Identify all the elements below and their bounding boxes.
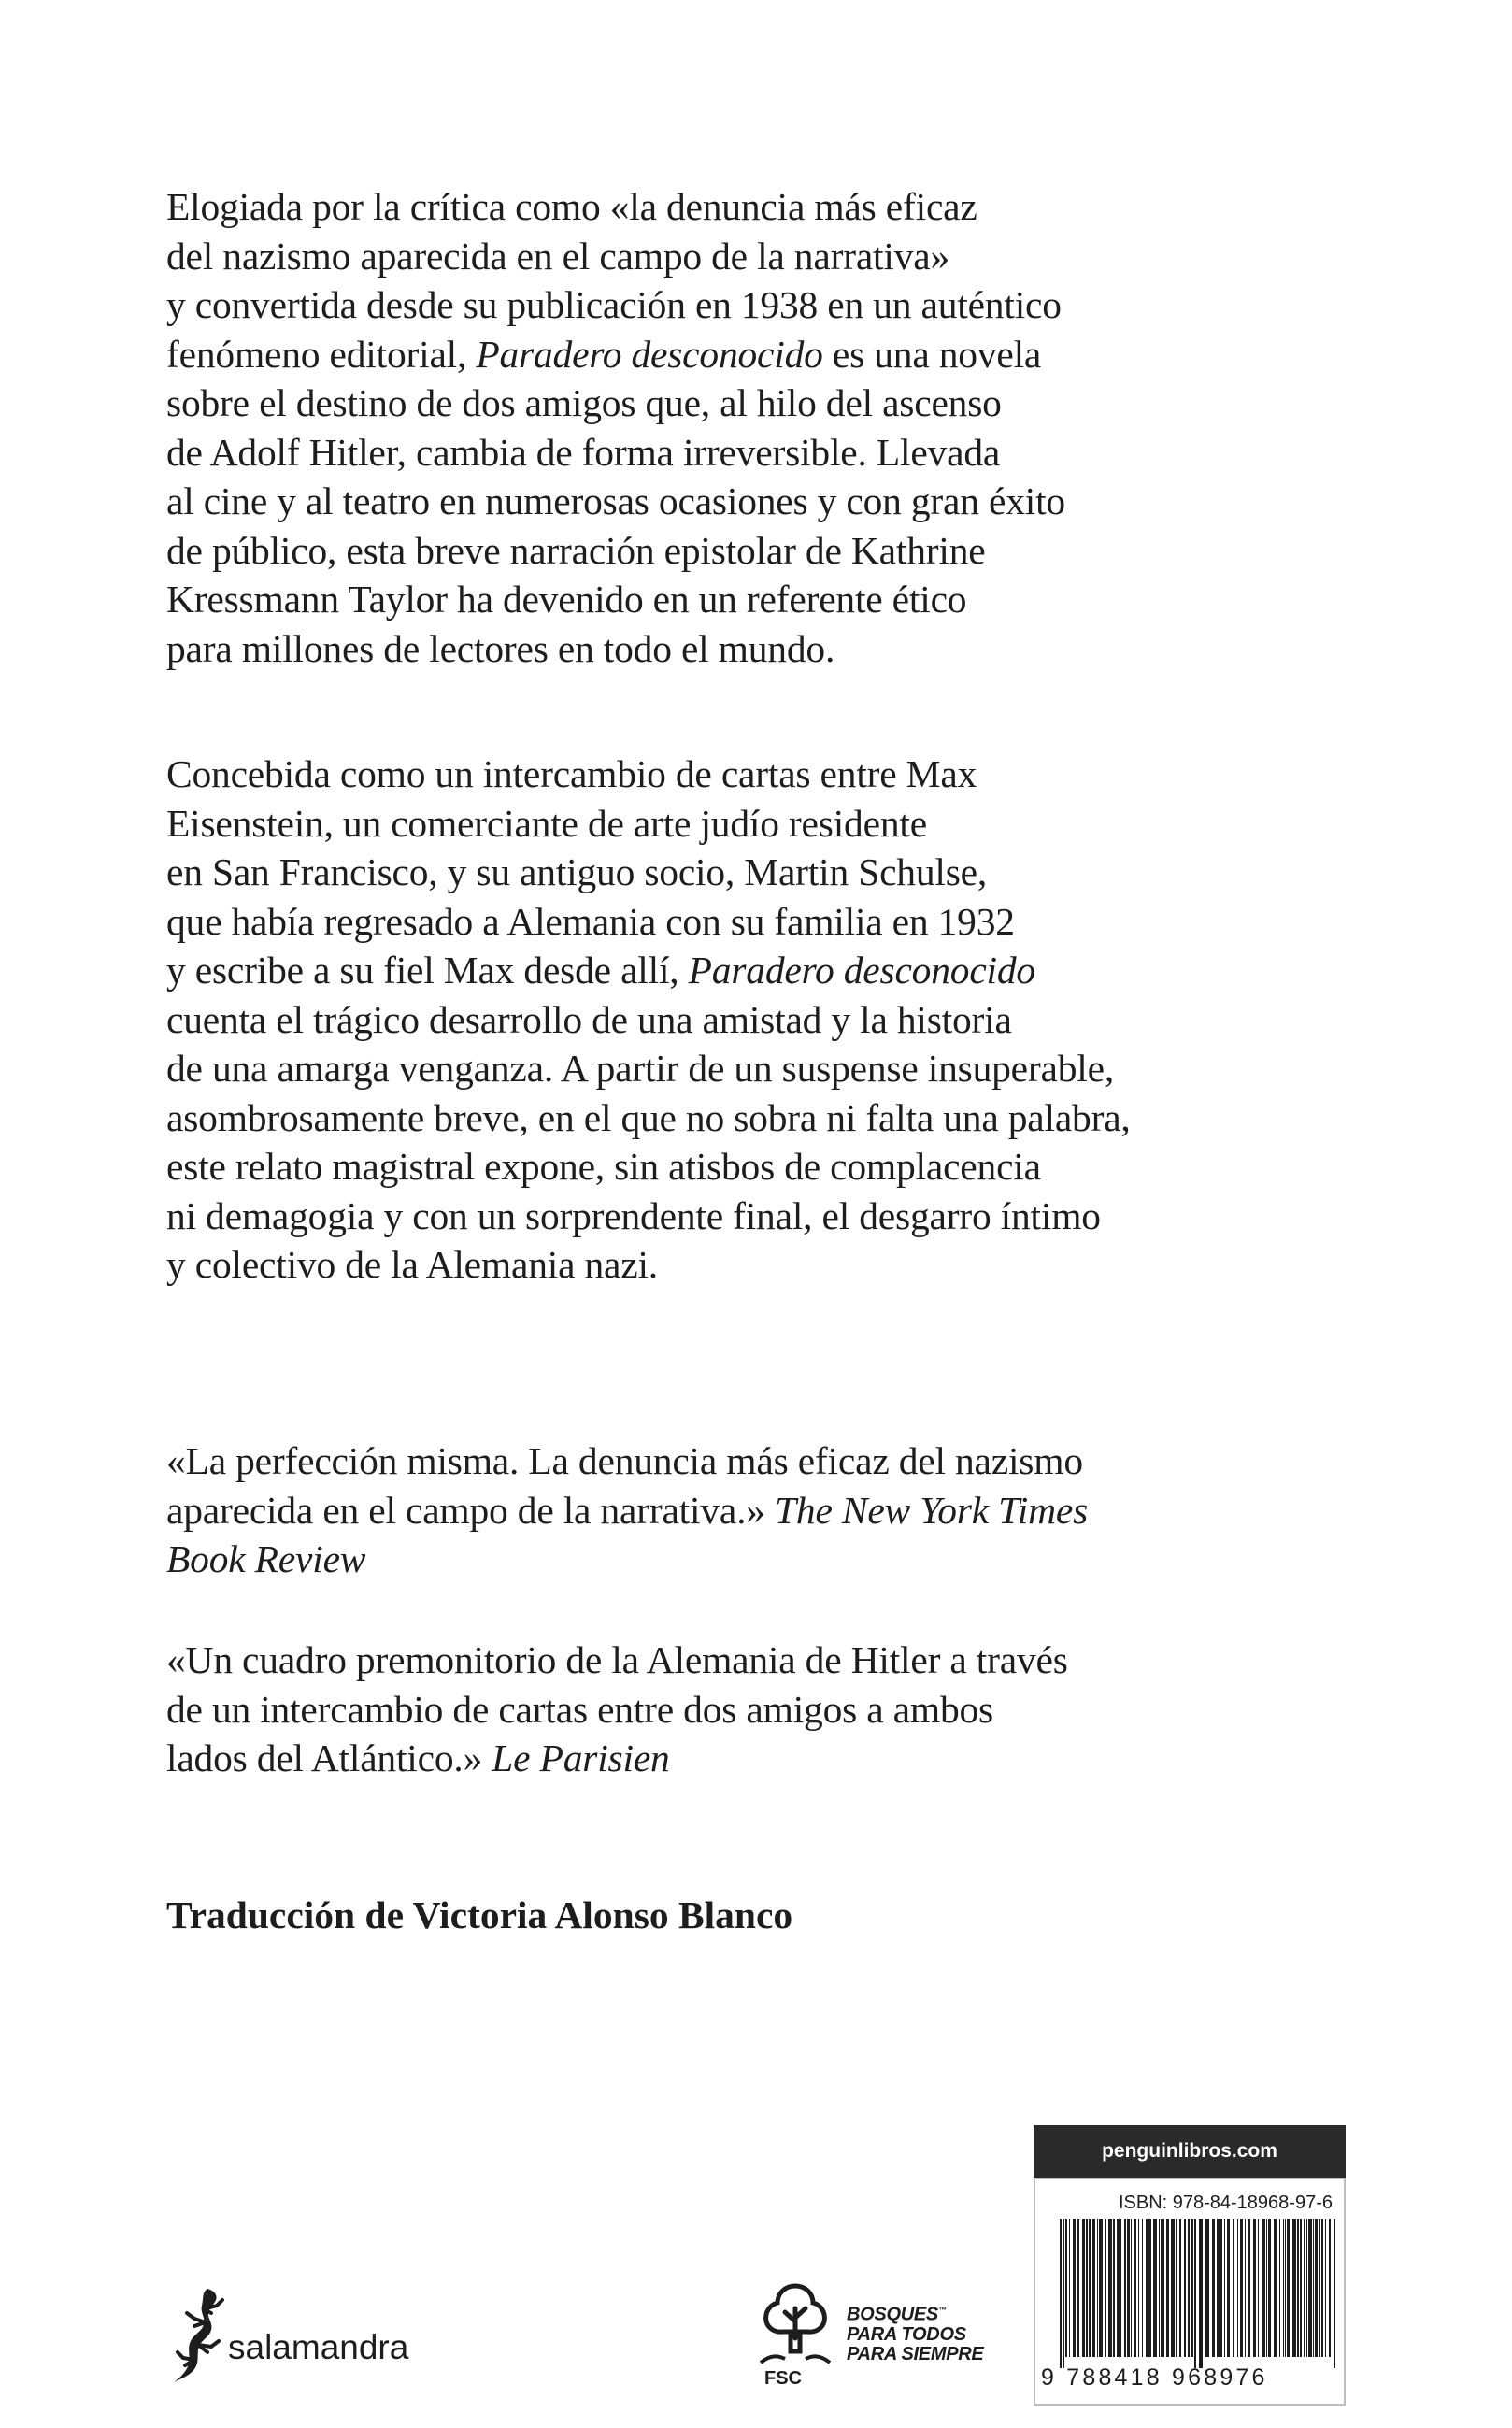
barcode-digits: 9 788418 968976 xyxy=(1041,2364,1268,2391)
website-label: penguinlibros.com xyxy=(1034,2125,1346,2178)
text-line: al cine y al teatro en numerosas ocasiones y con gran éxito xyxy=(166,479,1065,522)
text-line: y colectivo de la Alemania nazi. xyxy=(166,1243,658,1286)
text-line: en San Francisco, y su antiguo socio, Martin Schulse, xyxy=(166,850,988,893)
italic-title: Book Review xyxy=(166,1537,366,1580)
text-line xyxy=(166,1486,1353,1535)
line-text: lados del Atlántico.» xyxy=(166,1736,492,1779)
text-line: sobre el destino de dos amigos que, al hilo del ascenso xyxy=(166,381,1002,424)
isbn-label: ISBN: 978-84-18968-97-6 xyxy=(1118,2192,1333,2213)
barcode-icon xyxy=(1060,2219,1338,2368)
fsc-slogan-line-3: PARA SIEMPRE xyxy=(847,2343,984,2364)
fsc-slogan-line-1: BOSQUES xyxy=(847,2304,938,2325)
fsc-logo xyxy=(757,2280,1000,2402)
line-text: fenómeno editorial, xyxy=(166,332,477,376)
synopsis-paragraph-1 xyxy=(166,182,1353,673)
translator-credit: Traducción de Victoria Alonso Blanco xyxy=(166,1893,793,1936)
fsc-slogan-line-2: PARA TODOS xyxy=(847,2323,966,2345)
text-line: «Un cuadro premonitorio de la Alemania de Hitler a través xyxy=(166,1638,1068,1681)
text-line: asombrosamente breve, en el que no sobra ni falta una palabra, xyxy=(166,1095,1131,1139)
trademark-mark: ™ xyxy=(937,2306,947,2315)
fsc-label: FSC xyxy=(764,2368,802,2389)
italic-title: The New York Times xyxy=(775,1488,1089,1532)
text-line: del nazismo aparecida en el campo de la narrativa» xyxy=(166,234,950,278)
italic-title: Paradero desconocido xyxy=(476,332,823,376)
text-line: este relato magistral expone, sin atisbos de complacencia xyxy=(166,1145,1041,1188)
line-text: y escribe a su fiel Max desde allí, xyxy=(166,949,689,992)
text-line: ni demagogia y con un sorprendente final, el desgarro íntimo xyxy=(166,1193,1101,1237)
text-line: que había regresado a Alemania con su familia en 1932 xyxy=(166,899,1015,943)
text-line: Kressmann Taylor ha devenido en un referente ético xyxy=(166,578,967,621)
text-line: y convertida desde su publicación en 1938 en un auténtico xyxy=(166,283,1062,326)
salamander-icon xyxy=(166,2285,232,2388)
text-line: Concebida como un intercambio de cartas entre Max xyxy=(166,752,977,795)
synopsis-paragraph-2 xyxy=(166,750,1353,1290)
text-line xyxy=(166,1734,1353,1783)
fsc-slogan xyxy=(847,2301,983,2364)
text-line: cuenta el trágico desarrollo de una amistad y la historia xyxy=(166,997,1012,1041)
review-quote-nyt xyxy=(166,1436,1353,1584)
italic-title: Le Parisien xyxy=(492,1736,670,1779)
text-line: Elogiada por la crítica como «la denuncia más eficaz xyxy=(166,185,977,228)
barcode-panel xyxy=(1034,2178,1346,2406)
publisher-logo xyxy=(166,2285,465,2397)
review-quote-le-parisien xyxy=(166,1635,1353,1783)
text-line xyxy=(166,946,1353,995)
text-line xyxy=(166,1535,1353,1584)
text-line: Eisenstein, un comerciante de arte judío residente xyxy=(166,801,927,845)
text-line: «La perfección misma. La denuncia más eficaz del nazismo xyxy=(166,1439,1083,1482)
text-line xyxy=(166,330,1353,379)
text-line: de público, esta breve narración epistolar de Kathrine xyxy=(166,528,986,572)
publisher-name: salamandra xyxy=(228,2328,409,2366)
text-line: para millones de lectores en todo el mundo. xyxy=(166,626,835,670)
barcode-box xyxy=(1034,2125,1346,2406)
italic-title: Paradero desconocido xyxy=(688,949,1035,992)
text-line: de una amarga venganza. A partir de un suspense insuperable, xyxy=(166,1047,1115,1090)
tree-icon xyxy=(757,2280,834,2366)
text-line: de Adolf Hitler, cambia de forma irreversible. Llevada xyxy=(166,430,1001,474)
line-text: es una novela xyxy=(822,332,1042,376)
line-text: aparecida en el campo de la narrativa.» xyxy=(166,1488,776,1532)
text-line: de un intercambio de cartas entre dos amigos a ambos xyxy=(166,1687,994,1731)
